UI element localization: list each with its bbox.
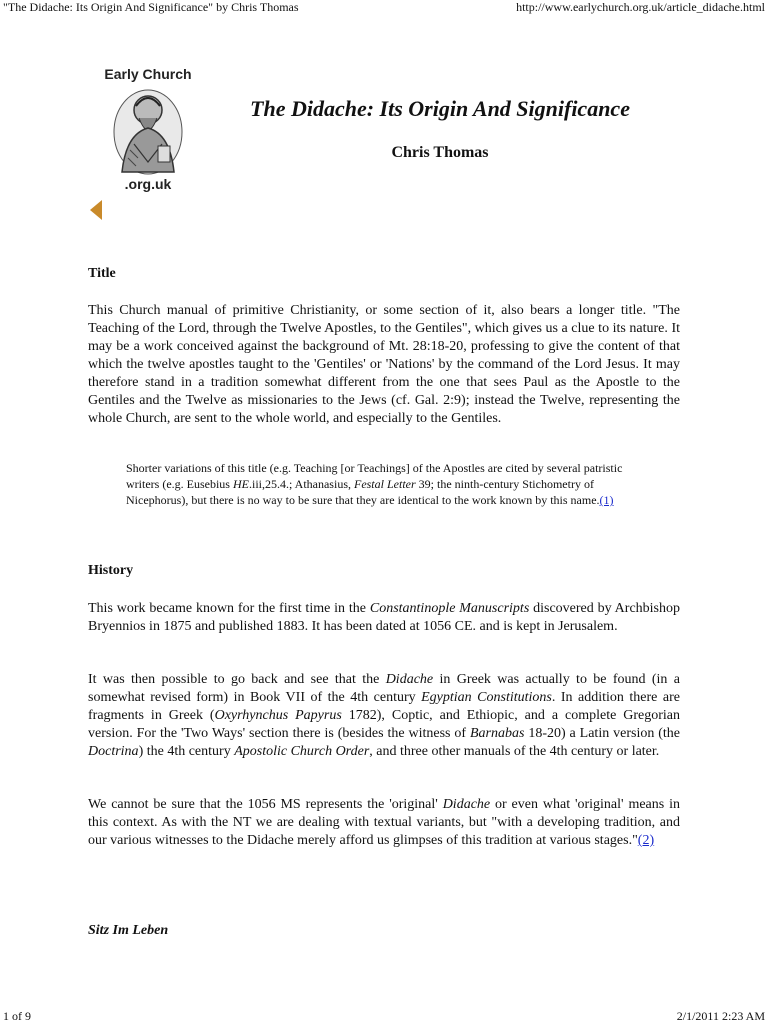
footnote-link-2[interactable]: (2) [637,833,655,848]
page-title: The Didache: Its Origin And Significance [250,96,630,121]
quote-text-a: Shorter variations of this title (e.g. Teaching [or Teachings] of the Apostles are cited by several patristic writers (e.g. Eusebius [126,461,623,491]
history-p1-cm: Constantinople Manuscripts [369,601,530,616]
print-header-title: "The Didache: Its Origin And Significance" by Chris Thomas [3,0,299,14]
history-p2-text-b: in Greek was actually to be found (in a somewhat revised form) in Book VII of the 4th century [88,672,680,705]
history-p2-egyptian: Egyptian Constitutions [421,690,552,705]
history-p2-oxyrhynchus: Oxyrhynchus Papyrus [214,708,342,723]
logo-top-text: Early Church [104,66,192,82]
title-footnote-quote [126,460,646,508]
logo-bottom-text: .org.uk [124,176,172,192]
title-body-text: This Church manual of primitive Christianity, or some section of it, also bears a longer title. "The Teaching of the Lord, through the Twelve Apostles, to the Gentiles", which gives us a clue to its nature. It may be a work conceived against the background of Mt. 28:18-20, professing to give the content of that which the twelve apostles taught to the 'Gentiles' or 'Nations' by the command of the Lord Jesus. It may therefore stand in a tradition somewhat different from the one that sees Paul as the Apostle to the Gentiles and the Twelve as missionaries to the Jews (cf. Gal. 2:9); instead the Twelve, representing the whole Church, are sent to the whole world, and especially to the Gentiles. [88,303,680,426]
print-footer-date: 2/1/2011 2:23 AM [676,1009,765,1023]
title-paragraph [88,302,680,428]
quote-he: HE [232,477,249,491]
history-p2-doctrina: Doctrina [88,744,139,759]
section-sitz-im-leben [88,922,680,940]
print-header-url: http://www.earlychurch.org.uk/article_didache.html [516,0,765,14]
history-p2-text-g: , and three other manuals of the 4th century or later. [369,744,660,759]
history-paragraph-1 [88,600,680,636]
history-p2-barnabas: Barnabas [469,726,525,741]
quote-festal-letter: Festal Letter [353,477,416,491]
heading-history: History [88,563,134,578]
history-p2-text-f: ) the 4th century [138,744,235,759]
history-p1-text-b: discovered by Archbishop Bryennios in 1875 and published 1883. It has been dated at 1056 CE. and is kept in Jerusalem. [88,601,681,634]
history-p2-text-a: It was then possible to go back and see that the [88,672,386,687]
history-p3-text-b: or even what 'original' means in this context. As with the NT we are dealing with textual variants, but "with a developing tradition, and our various witnesses to the Didache merely afford us glimpses of this tradition at various stages." [88,797,680,848]
site-logo[interactable] [92,66,204,196]
heading-sitz-im-leben [88,922,680,940]
sitz-heading-text: Sitz Im Leben [88,923,169,938]
history-p3-didache: Didache [442,797,491,812]
author-name: Chris Thomas [391,144,489,161]
history-p2-text-c: . In addition there are fragments in Greek ( [88,690,680,723]
history-p2-aco: Apostolic Church Order [234,744,370,759]
footnote-link-1[interactable]: (1) [599,493,614,507]
history-p2-didache: Didache [385,672,434,687]
history-paragraph-3 [88,796,680,850]
history-p2-text-d: 1782), Coptic, and Ethiopic, and a complete Gregorian version. For the 'Two Ways' section there is (besides the witness of [88,708,680,741]
saint-portrait-icon [108,84,188,176]
back-arrow-icon[interactable] [90,200,102,220]
history-p3-text-a: We cannot be sure that the 1056 MS represents the 'original' [88,797,443,812]
quote-text-b: .iii,25.4.; Athanasius, [248,477,354,491]
history-paragraph-2 [88,671,680,761]
print-footer-page: 1 of 9 [3,1009,31,1023]
section-history [88,562,680,580]
history-p2-text-e: 18-20) a Latin version (the [524,726,681,741]
quote-text-c: 39; the ninth-century Stichometry of Nicephorus), but there is no way to be sure that they are identical to the work known by this name. [126,477,600,507]
history-p1-text-a: This work became known for the first time in the [88,601,370,616]
heading-title: Title [88,266,116,281]
section-title [88,265,680,283]
